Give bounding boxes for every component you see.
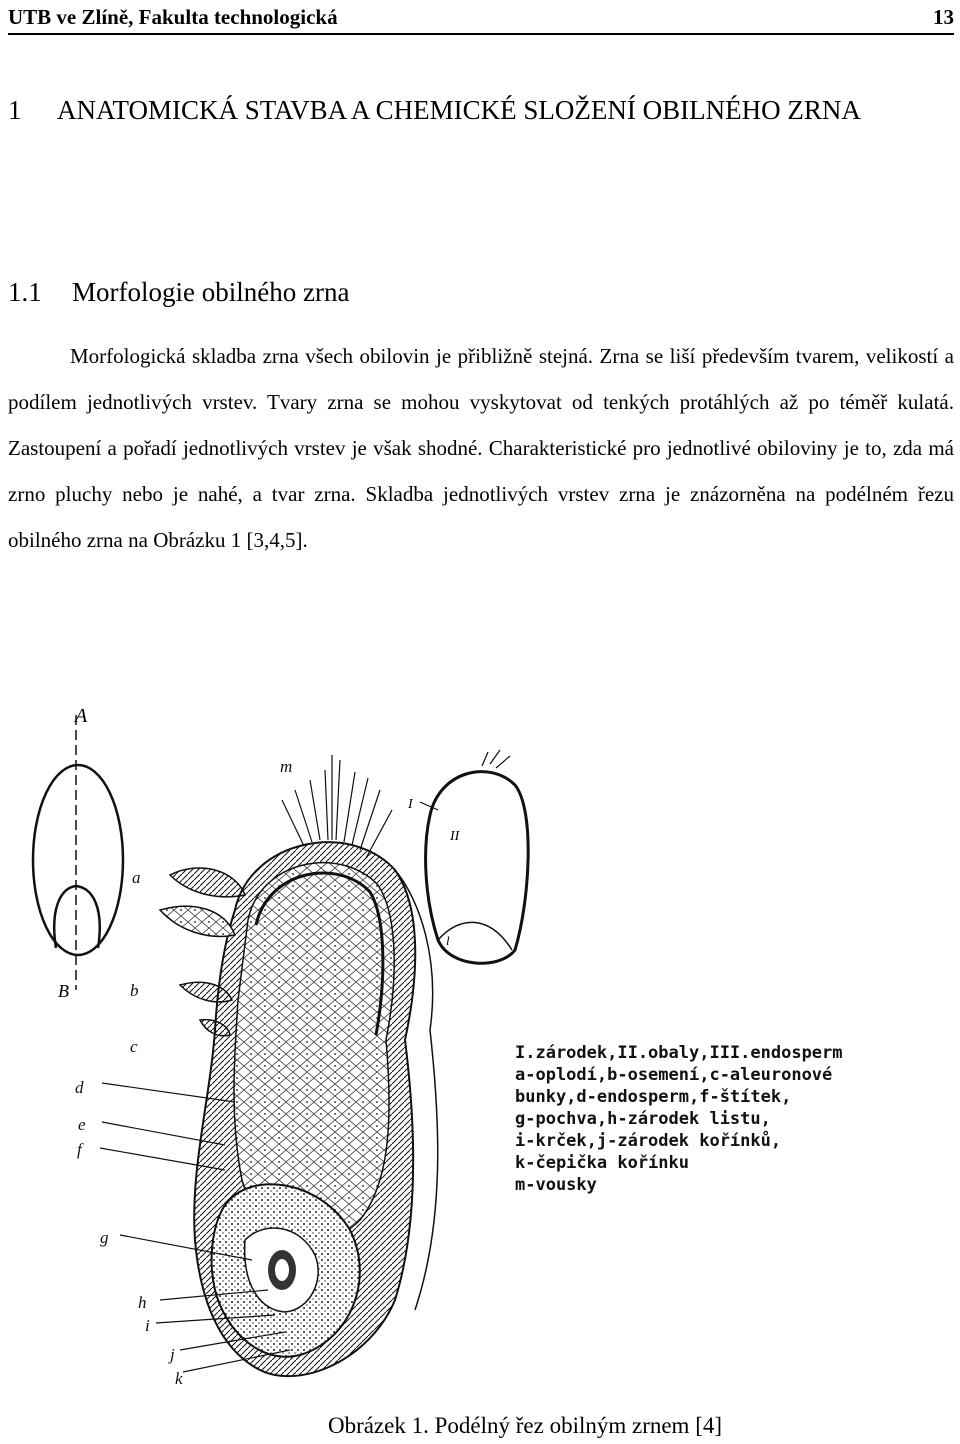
- figure-caption: Obrázek 1. Podélný řez obilným zrnem [4]: [327, 1413, 723, 1438]
- section-heading: [8, 272, 349, 312]
- body-paragraph: [8, 333, 954, 563]
- header-institution: UTB ve Zlíně, Fakulta technologická: [8, 4, 338, 29]
- label-m: m: [280, 757, 293, 776]
- label-c: c: [130, 1037, 138, 1056]
- main-grain-section: [75, 755, 438, 1388]
- page-header: [8, 2, 954, 32]
- chapter-title: ANATOMICKÁ STAVBA A CHEMICKÉ SLOŽENÍ OBILNÉHO ZRNA: [57, 95, 861, 125]
- label-b: b: [130, 981, 139, 1000]
- legend-line: a-oplodí,b-osemení,c-aleuronové: [515, 1065, 833, 1085]
- figure-legend: [515, 1042, 925, 1196]
- label-I: I: [408, 797, 413, 812]
- label-h: h: [138, 1293, 147, 1312]
- label-e: e: [78, 1115, 86, 1134]
- label-d: d: [75, 1078, 84, 1097]
- page-number: 13: [933, 4, 954, 29]
- legend-line: g-pochva,h-zárodek listu,: [515, 1109, 771, 1129]
- legend-line: k-čepička kořínku: [515, 1153, 689, 1173]
- header-divider: [8, 33, 954, 35]
- label-i: i: [145, 1316, 150, 1335]
- label-II: II: [450, 829, 460, 844]
- legend-line: I.zárodek,II.obaly,III.endosperm: [515, 1043, 843, 1063]
- paragraph-text: Morfologická skladba zrna všech obilovin je přibližně stejná. Zrna se liší především tvarem, velikostí a podílem jednotlivých vrstev. Tvary zrna se mohou vyskytovat od tenkých protáhlých až po téměř kulatá. Zastoupení a pořadí jednotlivých vrstev je však shodné. Charakteristické pro jednotlivé obiloviny je to, zda má zrno pluchy nebo je nahé, a tvar zrna. Skladba jednotlivých vrstev zrna je znázorněna na podélném řezu obilného zrna na Obrázku 1 [3,4,5].: [8, 344, 954, 552]
- small-grain-outline: [33, 705, 123, 1001]
- label-l-small: l: [446, 933, 450, 948]
- label-A: A: [75, 705, 88, 727]
- label-j: j: [170, 1345, 175, 1364]
- grain-cross-section-figure: [20, 700, 940, 1390]
- label-f: f: [77, 1140, 82, 1159]
- section-title: Morfologie obilného zrna: [72, 277, 350, 307]
- label-a: a: [132, 868, 141, 887]
- legend-line: m-vousky: [515, 1175, 597, 1195]
- label-g: g: [100, 1228, 109, 1247]
- label-B: B: [58, 981, 69, 1001]
- legend-line: i-krček,j-zárodek kořínků,: [515, 1131, 782, 1151]
- legend-line: bunky,d-endosperm,f-štítek,: [515, 1087, 792, 1107]
- chapter-heading: [8, 80, 948, 140]
- chapter-number: 1: [8, 95, 22, 125]
- label-k: k: [175, 1369, 183, 1388]
- section-number: 1.1: [8, 277, 42, 307]
